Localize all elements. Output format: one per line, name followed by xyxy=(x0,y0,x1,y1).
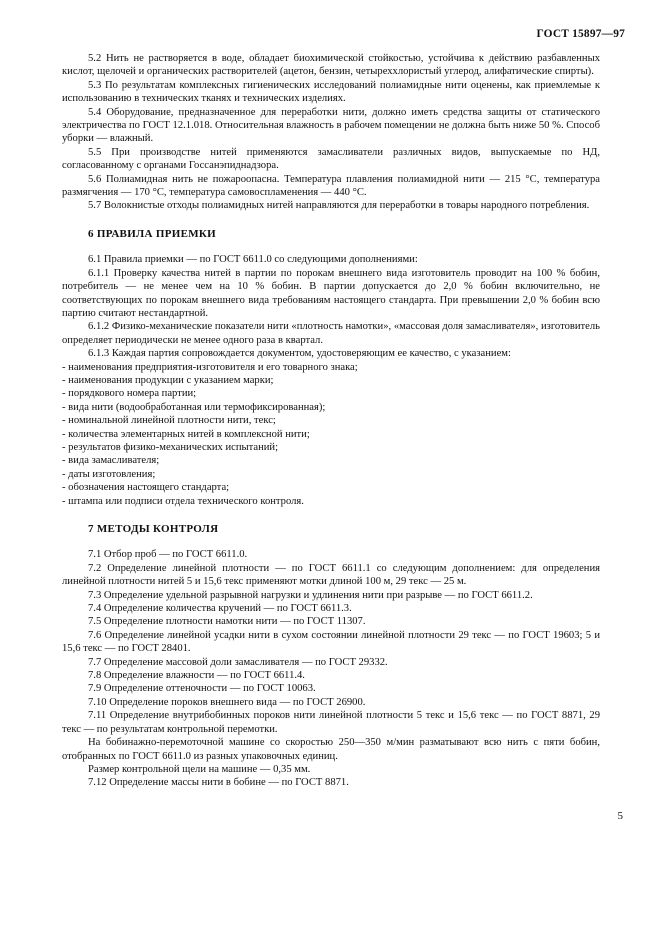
paragraph-7-1: 7.1 Отбор проб — по ГОСТ 6611.0. xyxy=(88,549,248,561)
list-item: - вида нити (водообработанная или термофиксированная); xyxy=(62,401,326,413)
paragraph-7-8: 7.8 Определение влажности — по ГОСТ 6611.4. xyxy=(88,670,305,682)
paragraph-7-2: 7.2 Определение линейной плотности — по ГОСТ 6611.1 со следующим дополнением: для определения линейной плотности нитей 5 и 15,6 текс применяют мотки длиной 100 м, 29 текс — 25 м. xyxy=(62,562,600,588)
list-item: - порядкового номера партии; xyxy=(62,388,197,400)
page-number: 5 xyxy=(617,810,623,822)
list-item: - штампа или подписи отдела технического контроля. xyxy=(62,495,304,507)
paragraph-7-6: 7.6 Определение линейной усадки нити в сухом состоянии линейной плотности 29 текс — по ГОСТ 19603; 5 и 15,6 текс — по ГОСТ 28401. xyxy=(62,629,600,655)
paragraph-5-3: 5.3 По результатам комплексных гигиенических исследований полиамидные нити оценены, как приемлемые к использованию в технических тканях и технических изделиях. xyxy=(62,79,600,105)
paragraph-5-7: 5.7 Волокнистые отходы полиамидных нитей направляются для переработки в товары народного потребления. xyxy=(88,200,590,212)
paragraph-7-10: 7.10 Определение пороков внешнего вида — по ГОСТ 26900. xyxy=(88,696,366,708)
paragraph-7-7: 7.7 Определение массовой доли замасливателя — по ГОСТ 29332. xyxy=(88,656,388,668)
paragraph-6-1-3: 6.1.3 Каждая партия сопровождается документом, удостоверяющим ее качество, с указанием: xyxy=(88,348,511,360)
paragraph-6-1-2: 6.1.2 Физико-механические показатели нити «плотность намотки», «массовая доля замасливателя», изготовитель определяет периодически не менее одного раза в квартал. xyxy=(62,321,600,346)
paragraph-7-12: 7.12 Определение массы нити в бобине — по ГОСТ 8871. xyxy=(88,777,349,789)
list-item: - даты изготовления; xyxy=(62,468,156,480)
paragraph-7-4: 7.4 Определение количества кручений — по ГОСТ 6611.3. xyxy=(88,603,352,615)
paragraph-7-9: 7.9 Определение оттеночности — по ГОСТ 10063. xyxy=(88,683,316,695)
section-6-heading: 6 ПРАВИЛА ПРИЕМКИ xyxy=(88,227,217,240)
paragraph-7-11-a: На бобинажно-перемоточной машине со скоростью 250—350 м/мин разматывают всю нить с пяти бобин, отобранных по ГОСТ 6611.0 из разных упаковочных единиц. xyxy=(62,737,600,762)
list-item: - наименования продукции с указанием марки; xyxy=(62,374,274,386)
paragraph-5-4: 5.4 Оборудование, предназначенное для переработки нити, должно иметь средства защиты от статического электричества по ГОСТ 12.1.018. Относительная влажность в рабочем помещении не должна быть ниже 50 %. Способ уборки — влажный. xyxy=(62,106,600,145)
list-item: - количества элементарных нитей в комплексной нити; xyxy=(62,428,310,440)
paragraph-7-11-b: Размер контрольной щели на машине — 0,35 мм. xyxy=(88,763,311,775)
document-code-header: ГОСТ 15897—97 xyxy=(536,28,625,40)
list-item: - вида замасливателя; xyxy=(62,455,160,467)
paragraph-6-1: 6.1 Правила приемки — по ГОСТ 6611.0 со следующими дополнениями: xyxy=(88,254,418,266)
paragraph-5-6: 5.6 Полиамидная нить не пожароопасна. Температура плавления полиамидной нити — 215 °С, температура размягчения — 170 °С, температура самовоспламенения — 440 °С. xyxy=(62,173,600,199)
section-7-heading: 7 МЕТОДЫ КОНТРОЛЯ xyxy=(88,523,219,535)
document-requirements-list xyxy=(62,361,600,508)
list-item: - результатов физико-механических испытаний; xyxy=(62,441,279,453)
paragraph-7-3: 7.3 Определение удельной разрывной нагрузки и удлинения нити при разрыве — по ГОСТ 6611.2. xyxy=(88,589,533,601)
page-content xyxy=(62,52,600,790)
paragraph-7-11: 7.11 Определение внутрибобинных пороков нити линейной плотности 5 текс и 15,6 текс — по ГОСТ 8871, 29 текс — по результатам контрольной перемотки. xyxy=(62,710,600,735)
paragraph-7-5: 7.5 Определение плотности намотки нити — по ГОСТ 11307. xyxy=(88,616,366,628)
paragraph-5-5: 5.5 При производстве нитей применяются замасливатели различных видов, выпускаемые по НД, согласованному с органами Госсанэпиднадзора. xyxy=(62,146,600,172)
list-item: - обозначения настоящего стандарта; xyxy=(62,482,230,494)
list-item: - номинальной линейной плотности нити, текс; xyxy=(62,415,276,427)
paragraph-5-2: 5.2 Нить не растворяется в воде, обладает биохимической стойкостью, устойчива к действию разбавленных кислот, щелочей и органических растворителей (ацетон, бензин, четыреххлористый углерод, алифатические спирты). xyxy=(62,53,600,78)
paragraph-6-1-1: 6.1.1 Проверку качества нитей в партии по порокам внешнего вида изготовитель проводит на 100 % бобин, потребитель — не менее чем на 10 % бобин. В партии допускается до 2,0 % бобин включительно, не соответствующих по порокам внешнего вида требованиям настоящего стандарта. При превышении 2,0 % бобин всю партию считают нестандартной. xyxy=(62,267,600,319)
list-item: - наименования предприятия-изготовителя и его товарного знака; xyxy=(62,361,358,373)
